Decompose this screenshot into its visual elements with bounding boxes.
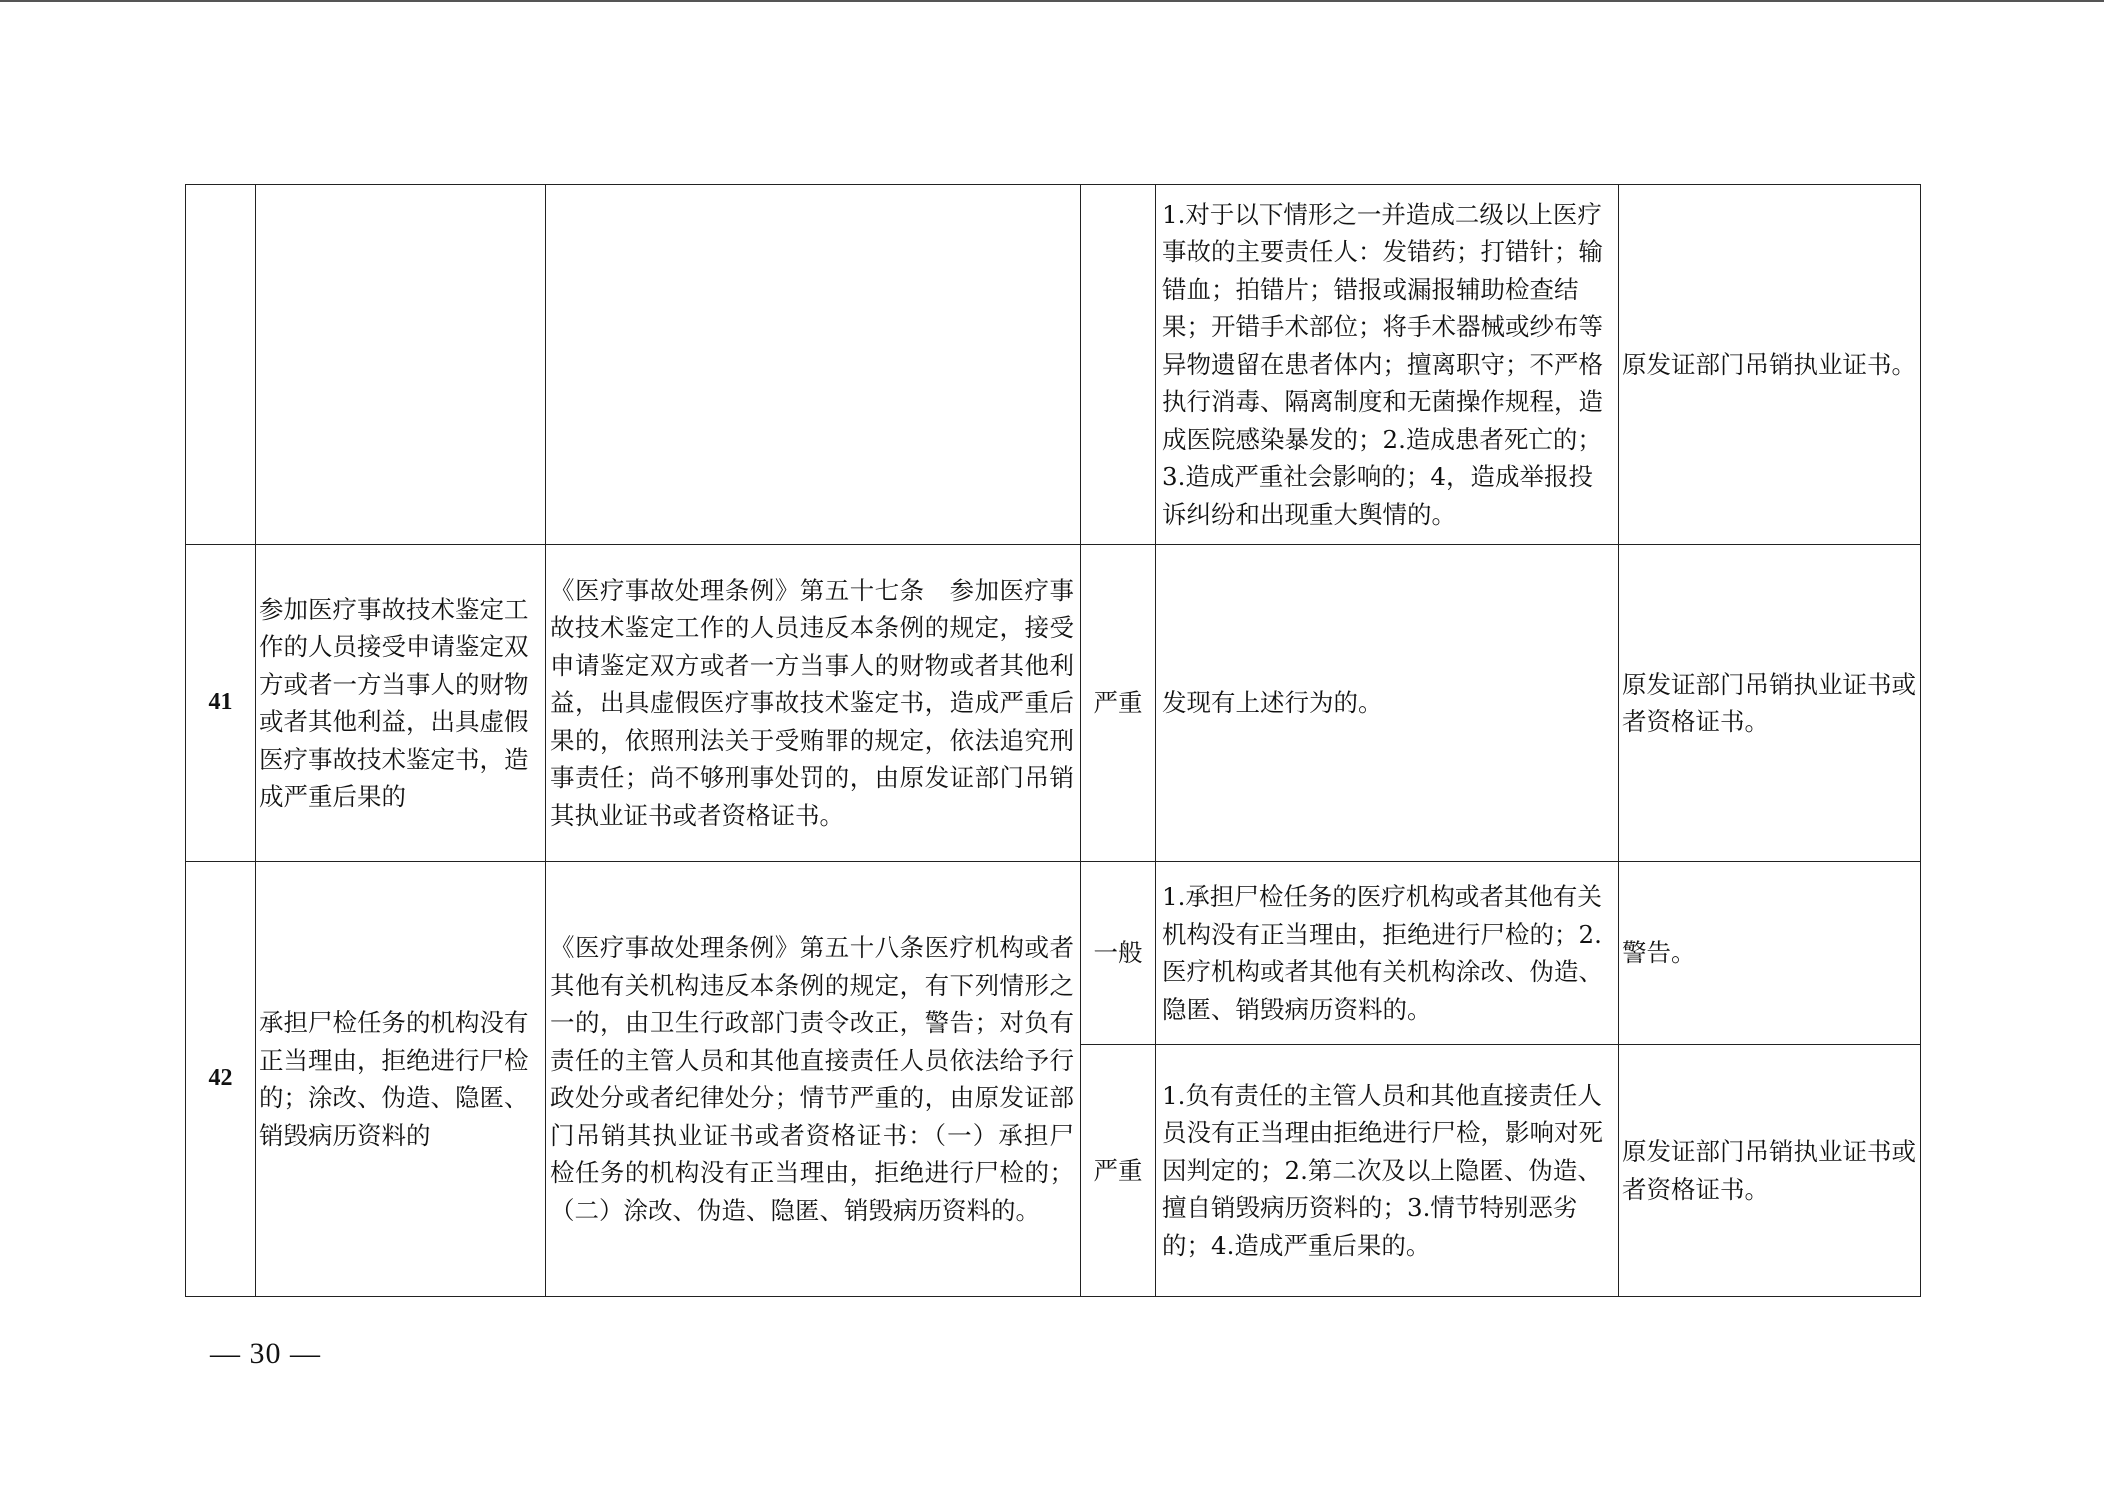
table-row-41 [186, 545, 1921, 862]
severity-level [1081, 185, 1156, 545]
legal-basis [546, 185, 1081, 545]
table-row-continuation [186, 185, 1921, 545]
circumstance: 1.对于以下情形之一并造成二级以上医疗事故的主要责任人：发错药；打错针；输错血；拍错片；错报或漏报辅助检查结果；开错手术部位；将手术器械或纱布等异物遗留在患者体内；擅离职守；不严格执行消毒、隔离制度和无菌操作规程，造成医院感染暴发的；2.造成患者死亡的；3.造成严重社会影响的；4，造成举报投诉纠纷和出现重大舆情的。 [1156, 185, 1619, 545]
penalty-standards-table [185, 184, 1921, 1297]
circumstance: 发现有上述行为的。 [1156, 545, 1619, 862]
violation-behavior: 承担尸检任务的机构没有正当理由，拒绝进行尸检的；涂改、伪造、隐匿、销毁病历资料的 [256, 862, 546, 1297]
legal-basis: 《医疗事故处理条例》第五十八条医疗机构或者其他有关机构违反本条例的规定，有下列情形之一的，由卫生行政部门责令改正，警告；对负有责任的主管人员和其他直接责任人员依法给予行政处分或者纪律处分；情节严重的，由原发证部门吊销其执业证书或者资格证书：（一）承担尸检任务的机构没有正当理由，拒绝进行尸检的；（二）涂改、伪造、隐匿、销毁病历资料的。 [546, 862, 1081, 1297]
penalty: 原发证部门吊销执业证书或者资格证书。 [1619, 1045, 1921, 1297]
page-number: — 30 — [210, 1337, 321, 1370]
violation-behavior: 参加医疗事故技术鉴定工作的人员接受申请鉴定双方或者一方当事人的财物或者其他利益，出具虚假医疗事故技术鉴定书，造成严重后果的 [256, 545, 546, 862]
legal-basis: 《医疗事故处理条例》第五十七条 参加医疗事故技术鉴定工作的人员违反本条例的规定，接受申请鉴定双方或者一方当事人的财物或者其他利益，出具虚假医疗事故技术鉴定书，造成严重后果的，依照刑法关于受贿罪的规定，依法追究刑事责任；尚不够刑事处罚的，由原发证部门吊销其执业证书或者资格证书。 [546, 545, 1081, 862]
row-number: 41 [186, 545, 256, 862]
penalty: 原发证部门吊销执业证书。 [1619, 185, 1921, 545]
page-top-border [0, 0, 2104, 2]
severity-level: 严重 [1081, 1045, 1156, 1297]
table-row-42-general [186, 862, 1921, 1045]
penalty: 原发证部门吊销执业证书或者资格证书。 [1619, 545, 1921, 862]
penalty: 警告。 [1619, 862, 1921, 1045]
circumstance: 1.承担尸检任务的医疗机构或者其他有关机构没有正当理由，拒绝进行尸检的；2.医疗机构或者其他有关机构涂改、伪造、隐匿、销毁病历资料的。 [1156, 862, 1619, 1045]
severity-level: 严重 [1081, 545, 1156, 862]
violation-behavior [256, 185, 546, 545]
row-number [186, 185, 256, 545]
row-number: 42 [186, 862, 256, 1297]
circumstance: 1.负有责任的主管人员和其他直接责任人员没有正当理由拒绝进行尸检，影响对死因判定的；2.第二次及以上隐匿、伪造、擅自销毁病历资料的；3.情节特别恶劣的；4.造成严重后果的。 [1156, 1045, 1619, 1297]
severity-level: 一般 [1081, 862, 1156, 1045]
